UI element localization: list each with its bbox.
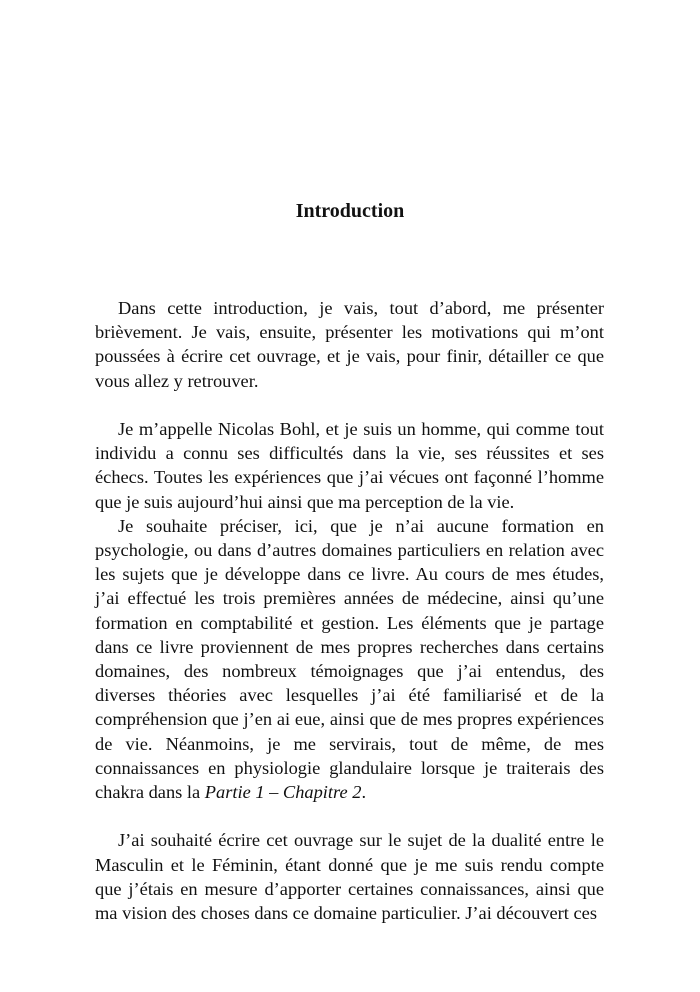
page-title: Introduction bbox=[295, 200, 405, 222]
paragraph-author: Je m’appelle Nicolas Bohl, et je suis un homme, qui comme tout individu a connu ses difficultés dans la vie, ses réussites et ses échecs. Toutes les expériences que j’ai vécues ont façonné l’homme que je suis aujourd’hui ainsi que ma perception de la vie. bbox=[95, 419, 604, 512]
paragraph-background-end: . bbox=[361, 782, 367, 803]
paragraph-background-text: Je souhaite préciser, ici, que je n’ai aucune formation en psychologie, ou dans d’autres domaines particuliers en relation avec les sujets que je développe dans ce livre. Au cours de mes études, j’ai effectué les trois premières années de médecine, ainsi qu’une formation en comptabilité et gestion. Les éléments que je partage dans ce livre proviennent de mes propres recherches dans certains domaines, des nombreux témoignages que j’ai entendus, des diverses théories avec lesquelles j’ai été familiarisé et de la compréhension que j’en ai eue, ainsi que de mes propres expériences de vie. Néanmoins, je me servirais, tout de même, de mes connaissances en physiologie glandulaire lorsque je traiterais des chakra dans la bbox=[95, 515, 604, 803]
paragraph-intro: Dans cette introduction, je vais, tout d’abord, me présenter brièvement. Je vais, ensuite, présenter les motivations qui m’ont poussées à écrire cet ouvrage, et je vais, pour finir, détailler ce que vous allez y retrouver. bbox=[95, 298, 604, 391]
paragraph-motivation: J’ai souhaité écrire cet ouvrage sur le sujet de la dualité entre le Masculin et le Féminin, étant donné que je me suis rendu compte que j’étais en mesure d’apporter certaines connaissances, ainsi que ma vision des choses dans ce domaine particulier. J’ai découvert ces bbox=[95, 830, 604, 924]
body-text bbox=[95, 296, 604, 925]
chapter-reference: Partie 1 – Chapitre 2 bbox=[204, 782, 362, 803]
paragraph-background bbox=[95, 514, 604, 804]
